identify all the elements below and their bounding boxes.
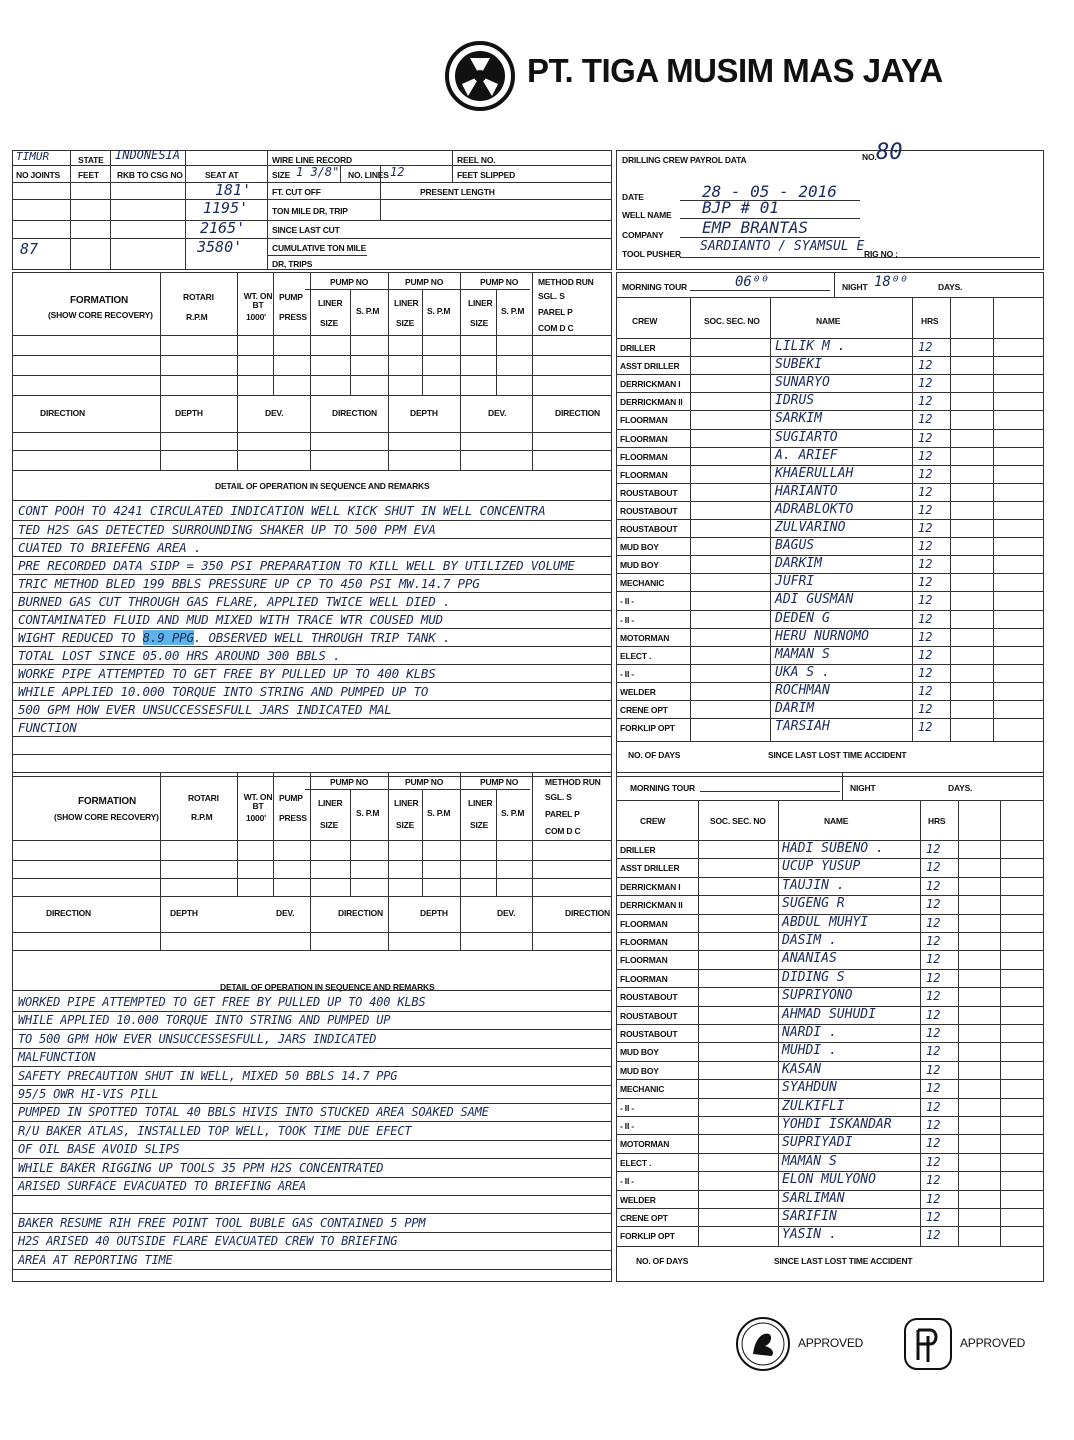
soc-label-1: SOC. SEC. NO [704,316,760,326]
spm-label-1b: S. P.M [427,306,451,316]
remark-1-6: BURNED GAS CUT THROUGH GAS FLARE, APPLIED TWICE WELL DIED . [18,594,451,609]
morning-tour-value-1: 06⁰⁰ [735,274,769,290]
direction-label-1a: DIRECTION [40,408,85,418]
crew-name: IDRUS [775,393,815,409]
crew-hrs: 12 [926,1191,941,1206]
crew-role: CRENE OPT [620,705,668,715]
crew-hrs: 12 [918,376,933,391]
state-label: STATE [78,155,104,165]
remark-2-6: 95/5 OWR HI-VIS PILL [18,1087,159,1101]
well-name-label: WELL NAME [622,210,672,220]
approval-stamp-1-icon [735,1316,791,1372]
dev-label-2a: DEV. [276,908,295,918]
since-last-label-1: SINCE LAST LOST TIME ACCIDENT [768,750,907,760]
size-label-2c: SIZE [470,820,489,830]
no-lines-value: 12 [390,165,405,179]
crew-name: ADI GUSMAN [775,592,854,608]
parel-label-1: PAREL P [538,307,573,317]
direction-label-2b: DIRECTION [338,908,383,918]
remark-1-8 [18,630,450,645]
rpm-label-2: R.P.M [191,812,213,822]
company-logo-icon [440,40,520,112]
seat-value-3: 2165' [200,219,246,237]
days-label-1: DAYS. [938,282,963,292]
sgl-label-2: SGL. S [545,792,572,802]
crew-hrs: 12 [918,448,933,463]
crew-name: ABDUL MUHYI [782,914,869,930]
press-label-1: PRESS [279,312,307,322]
joints-value: 87 [20,240,39,258]
crew-role: FLOORMAN [620,433,668,444]
remark-2-8: R/U BAKER ATLAS, INSTALLED TOP WELL, TOOK TIME DUE EFECT [18,1123,412,1138]
formation-label-1: FORMATION [70,295,129,306]
ton-mile-label: TON MILE DR, TRIP [272,206,348,216]
spm-label-1c: S. P.M [501,306,525,316]
crew-hrs: 12 [918,484,933,499]
crew-hrs: 12 [918,466,933,481]
size-label-1a: SIZE [320,318,339,328]
depth-label-2b: DEPTH [420,908,448,918]
crew-role: MOTORMAN [620,632,670,643]
crew-name: TAUJIN . [782,877,845,893]
rotari-label-2: ROTARI [188,793,219,803]
crew-name: SUNARYO [775,375,830,391]
feet-label: FEET [78,170,99,180]
name-label-1: NAME [816,316,841,326]
liner-label-1b: LINER [394,298,419,308]
state-value: INDONESIA [115,148,181,162]
liner-label-2c: LINER [468,798,493,808]
crew-hrs: 12 [918,358,933,373]
crew-role: - II - [620,596,634,607]
crew-name: ROCHMAN [775,682,830,698]
k1000-label-2: 1000' [246,813,266,823]
pump-no-label-1c: PUMP NO [480,277,519,287]
direction-label-1c: DIRECTION [555,408,600,418]
sgl-label-1: SGL. S [538,291,565,301]
crew-hrs: 12 [926,1081,941,1096]
crew-name: MAMAN S [782,1153,837,1169]
company-label: COMPANY [622,230,664,240]
remark-2-7: PUMPED IN SPOTTED TOTAL 40 BBLS HIVIS INTO STUCKED AREA SOAKED SAME [18,1105,489,1120]
crew-name: MAMAN S [775,646,830,662]
size-label-1b: SIZE [396,318,415,328]
detail-heading-2: DETAIL OF OPERATION IN SEQUENCE AND REMARKS [220,982,435,992]
rig-no-label-text: RIG NO : [864,249,898,259]
tool-pusher-value: SARDIANTO / SYAMSUL E [700,239,865,254]
cumulative-ton-mile-label: CUMULATIVE TON MILE [272,243,367,253]
crew-hrs: 12 [926,1118,941,1132]
crew-role: MUD BOY [620,1065,659,1076]
remark-2-5: SAFETY PRECAUTION SHUT IN WELL, MIXED 50 BBLS 14.7 PPG [18,1068,398,1083]
crew-name: BAGUS [775,538,815,554]
crew-role: MOTORMAN [620,1139,670,1150]
crew-role: MUD BOY [620,1047,659,1058]
remark-2-15: AREA AT REPORTING TIME [18,1252,173,1267]
crew-name: DEDEN G [775,610,830,626]
dr-trips-label: DR, TRIPS [272,259,313,269]
crew-hrs: 12 [918,683,933,698]
pump-label-2: PUMP [279,793,303,803]
crew-hrs: 12 [918,720,933,735]
remark-1-11: WHILE APPLIED 10.000 TORQUE INTO STRING AND PUMPED UP TO [18,684,429,699]
crew-role: ROUSTABOUT [620,487,678,498]
crew-name: A. ARIEF [775,447,838,463]
remark-1-2: TED H2S GAS DETECTED SURROUNDING SHAKER UP TO 500 PPM EVA [18,522,436,537]
crew-name: KHAERULLAH [775,465,854,481]
size-label-2a: SIZE [320,820,339,830]
crew-name: ZULKIFLI [782,1098,845,1114]
crew-role: FLOORMAN [620,918,668,929]
night-value-1: 18⁰⁰ [874,274,908,290]
crew-hrs: 12 [926,878,941,893]
crew-role: MUD BOY [620,560,659,571]
crew-name: KASAN [782,1061,822,1077]
since-last-label-2: SINCE LAST LOST TIME ACCIDENT [774,1256,913,1266]
spm-label-1a: S. P.M [356,306,380,316]
spm-label-2b: S. P.M [427,808,451,818]
crew-role: FLOORMAN [620,415,668,426]
name-label-2: NAME [824,816,849,826]
crew-name: DARKIM [775,556,822,572]
crew-label-1: CREW [632,316,658,326]
crew-hrs: 12 [918,557,933,572]
show-core-label-2: (SHOW CORE RECOVERY) [54,812,159,822]
remark-1-12: 500 GPM HOW EVER UNSUCCESSESFULL JARS INDICATED MAL [18,702,392,717]
liner-label-2a: LINER [318,798,343,808]
crew-role: DRILLER [620,845,656,855]
crew-hrs: 12 [918,394,933,409]
crew-role: MECHANIC [620,1084,665,1095]
crew-name: ELON MULYONO [782,1172,876,1188]
seat-value-1: 181' [215,181,252,199]
soc-label-2: SOC. SEC. NO [710,816,766,826]
depth-label-1a: DEPTH [175,408,203,418]
seat-at-label: SEAT AT [205,170,239,180]
size-label-1c: SIZE [470,318,489,328]
pump-no-label-1b: PUMP NO [405,277,444,287]
crew-role: - II - [620,1102,634,1113]
remark-2-1: WORKED PIPE ATTEMPTED TO GET FREE BY PULLED UP TO 400 KLBS [18,995,426,1009]
crew-role: FORKLIP OPT [620,1231,675,1242]
crew-role: ASST DRILLER [620,361,680,372]
crew-name: UKA S . [775,664,830,680]
crew-name: JUFRI [775,574,815,590]
direction-label-1b: DIRECTION [332,408,377,418]
crew-role: FORKLIP OPT [620,723,675,734]
crew-role: CRENE OPT [620,1213,668,1223]
pump-no-label-2a: PUMP NO [330,777,369,787]
method-run-label-2: METHOD RUN [545,777,601,787]
since-last-cut-label: SINCE LAST CUT [272,225,340,235]
depth-label-2a: DEPTH [170,908,198,918]
crew-hrs: 12 [926,1099,941,1114]
crew-role: ELECT . [620,1157,652,1168]
crew-name: HADI SUBENO . [782,841,884,856]
crew-name: ADRABLOKTO [775,501,854,517]
comdc-label-2: COM D C [545,826,581,836]
remark-2-11: ARISED SURFACE EVACUATED TO BRIEFING AREA [18,1179,307,1193]
crew-role: ROUSTABOUT [620,1010,678,1021]
size-label: SIZE [272,170,291,180]
crew-role: FLOORMAN [620,937,668,947]
crew-hrs: 12 [918,340,933,354]
crew-role: DERRICKMAN I [620,881,681,892]
reel-no-label: REEL NO. [457,155,496,165]
crew-hrs: 12 [918,593,933,608]
direction-label-2a: DIRECTION [46,908,91,918]
approval-stamp-2-icon [902,1316,954,1372]
remark-1-3: CUATED TO BRIEFENG AREA . [18,540,202,555]
crew-name: HERU NURNOMO [775,628,869,644]
dev-label-1b: DEV. [488,408,507,418]
company-name: PT. TIGA MUSIM MAS JAYA [527,52,943,89]
crew-hrs: 12 [918,502,933,517]
crew-hrs: 12 [926,970,941,985]
crew-role: ROUSTABOUT [620,992,678,1003]
crew-name: SARLIMAN [782,1190,845,1206]
days-label-2: DAYS. [948,783,973,793]
crew-role: FLOORMAN [620,469,668,480]
liner-label-1c: LINER [468,298,493,308]
remark-1-5: TRIC METHOD BLED 199 BBLS PRESSURE UP CP TO 450 PSI MW.14.7 PPG [18,576,480,591]
rkb-label: RKB TO CSG NO [117,170,183,180]
spm-label-2c: S. P.M [501,808,525,818]
method-run-label-1: METHOD RUN [538,277,594,287]
formation-label-2: FORMATION [78,796,137,807]
date-label: DATE [622,192,644,202]
hrs-label-1: HRS [921,316,939,326]
crew-name: SUPRIYONO [782,988,853,1004]
crew-role: WELDER [620,1194,656,1205]
seat-value-2: 1195' [203,199,249,217]
crew-name: SYAHDUN [782,1080,837,1096]
wt-on-bt-label-2: WT. ON BT [243,792,273,811]
remark-2-10: WHILE BAKER RIGGING UP TOOLS 35 PPM H2S CONCENTRATED [18,1160,384,1175]
remark-2-9: OF OIL BASE AVOID SLIPS [18,1142,180,1157]
crew-name: DASIM . [782,933,837,948]
feet-slipped-label: FEET SLIPPED [457,170,516,180]
crew-role: WELDER [620,686,656,697]
crew-role: ASST DRILLER [620,863,680,874]
crew-name: UCUP YUSUP [782,859,861,875]
crew-name: SARIFIN [782,1209,837,1224]
remark-2-13: BAKER RESUME RIH FREE POINT TOOL BUBLE GAS CONTAINED 5 PPM [18,1215,426,1230]
highlighted-mud-weight: 8.9 PPG [142,630,194,645]
crew-hrs: 12 [926,1062,941,1077]
crew-name: SUPRIYADI [782,1135,853,1151]
crew-name: HARIANTO [775,483,838,499]
crew-hrs: 12 [918,647,933,662]
show-core-label-1: (SHOW CORE RECOVERY) [48,310,153,320]
crew-name: YASIN . [782,1227,837,1243]
crew-hrs: 12 [926,860,941,875]
crew-role: ROUSTABOUT [620,1029,678,1039]
crew-name: SARKIM [775,411,822,427]
dev-label-2b: DEV. [497,908,516,918]
remark-1-13: FUNCTION [18,720,77,735]
crew-hrs: 12 [926,842,941,856]
night-label-1: NIGHT [842,282,868,292]
crew-role: DERRICKMAN II [620,397,683,408]
remark-2-4: MALFUNCTION [18,1050,96,1065]
crew-name: SUGIARTO [775,429,838,445]
press-label-2: PRESS [279,813,307,823]
remark-1-1: CONT POOH TO 4241 CIRCULATED INDICATION WELL KICK SHUT IN WELL CONCENTRA [18,503,546,518]
rotari-label-1: ROTARI [183,292,214,302]
tool-pusher-label: TOOL PUSHER [622,249,681,259]
crew-hrs: 12 [926,989,941,1004]
crew-role: ROUSTABOUT [620,524,678,534]
remark-1-10: WORKE PIPE ATTEMPTED TO GET FREE BY PULLED UP TO 400 KLBS [18,666,436,681]
night-label-2: NIGHT [850,783,876,793]
direction-label-2c: DIRECTION [565,908,610,918]
crew-name: NARDI . [782,1025,837,1040]
crew-name: SUGENG R [782,896,845,912]
crew-name: LILIK M . [775,339,846,354]
crew-role: MUD BOY [620,542,659,553]
crew-hrs: 12 [918,521,933,535]
crew-hrs: 12 [918,412,933,427]
date-value: 28 - 05 - 2016 [702,182,837,201]
rpm-label-1: R.P.M [186,312,208,322]
no-of-days-label-2: NO. OF DAYS [636,1256,689,1266]
crew-hrs: 12 [926,915,941,930]
dev-label-1a: DEV. [265,408,284,418]
approval-label-2: APPROVED [960,1336,1026,1350]
size-value: 1 3/8" [296,165,340,179]
liner-label-1a: LINER [318,298,343,308]
crew-hrs: 12 [926,1136,941,1151]
morning-tour-label-1: MORNING TOUR [622,282,687,292]
crew-role: DRILLER [620,343,656,353]
well-name-value: BJP # 01 [702,198,780,217]
liner-label-2b: LINER [394,798,419,808]
crew-role: - II - [620,614,634,625]
pump-no-label-2c: PUMP NO [480,777,519,787]
crew-hrs: 12 [926,1007,941,1022]
crew-hrs: 12 [926,1026,941,1040]
crew-hrs: 12 [926,897,941,912]
remark-2-14: H2S ARISED 40 OUTSIDE FLARE EVACUATED CREW TO BRIEFING [18,1234,398,1249]
parel-label-2: PAREL P [545,809,580,819]
ft-cut-off-label: FT. CUT OFF [272,187,321,197]
payrol-no-label: NO. [862,152,877,162]
comdc-label-1: COM D C [538,323,574,333]
crew-role: MECHANIC [620,578,665,589]
crew-role: FLOORMAN [620,955,668,966]
pump-label-1: PUMP [279,292,303,302]
crew-role: ROUSTABOUT [620,505,678,516]
crew-name: YOHDI ISKANDAR [782,1117,892,1132]
crew-hrs: 12 [926,1228,941,1243]
no-joints-label: NO JOINTS [16,170,61,180]
crew-hrs: 12 [918,611,933,626]
crew-hrs: 12 [918,702,933,716]
morning-tour-label-2: MORNING TOUR [630,783,695,793]
crew-hrs: 12 [918,665,933,680]
hrs-label-2: HRS [928,816,946,826]
crew-role: - II - [620,1121,634,1131]
crew-role: FLOORMAN [620,973,668,984]
crew-hrs: 12 [926,952,941,967]
state-row-prefix: TIMUR [16,150,50,163]
remark-1-8-a: WIGHT REDUCED TO [18,630,143,645]
crew-name: ZULVARINO [775,520,846,535]
crew-role: - II - [620,668,634,679]
crew-name: DARIM [775,701,815,716]
crew-name: ANANIAS [782,951,837,967]
crew-hrs: 12 [926,934,941,948]
crew-name: AHMAD SUHUDI [782,1006,876,1022]
crew-role: DERRICKMAN I [620,379,681,390]
no-of-days-label-1: NO. OF DAYS [628,750,681,760]
crew-name: SUBEKI [775,357,822,373]
size-label-2b: SIZE [396,820,415,830]
remark-1-9: TOTAL LOST SINCE 05.00 HRS AROUND 300 BBLS . [18,648,341,663]
payrol-title: DRILLING CREW PAYROL DATA [622,155,747,165]
remark-2-3: TO 500 GPM HOW EVER UNSUCCESSESFULL, JARS INDICATED [18,1031,377,1046]
crew-name: MUHDI . [782,1043,837,1059]
wire-line-record-label: WIRE LINE RECORD [272,155,352,165]
pump-no-label-1a: PUMP NO [330,277,369,287]
crew-hrs: 12 [926,1154,941,1169]
crew-hrs: 12 [918,539,933,554]
remark-1-4: PRE RECORDED DATA SIDP = 350 PSI PREPARATION TO KILL WELL BY UTILIZED VOLUME [18,558,575,573]
pump-no-label-2b: PUMP NO [405,777,444,787]
remark-1-7: CONTAMINATED FLUID AND MUD MIXED WITH TRACE WTR COUSED MUD [18,612,443,627]
remark-2-2: WHILE APPLIED 10.000 TORQUE INTO STRING AND PUMPED UP [18,1013,391,1028]
crew-name: DIDING S [782,969,845,985]
company-value: EMP BRANTAS [702,218,808,237]
spm-label-2a: S. P.M [356,808,380,818]
crew-role: - II - [620,1176,634,1187]
crew-hrs: 12 [918,575,933,590]
seat-value-4: 3580' [197,238,243,256]
crew-label-2: CREW [640,816,666,826]
crew-hrs: 12 [926,1044,941,1059]
crew-name: TARSIAH [775,719,830,735]
depth-label-1b: DEPTH [410,408,438,418]
crew-role: FLOORMAN [620,451,668,462]
payrol-no-value: 80 [876,140,903,165]
wt-on-bt-label-1: WT. ON BT [243,291,273,310]
crew-role: ELECT . [620,650,652,661]
crew-hrs: 12 [926,1173,941,1188]
present-length-label: PRESENT LENGTH [420,187,495,197]
remark-1-8-b: . OBSERVED WELL THROUGH TRIP TANK . [193,630,451,645]
approval-label-1: APPROVED [798,1336,864,1350]
crew-hrs: 12 [926,1210,941,1224]
crew-hrs: 12 [918,430,933,445]
k1000-label-1: 1000' [246,312,266,322]
no-lines-label: NO. LINES [348,170,389,180]
crew-role: DERRICKMAN II [620,900,683,911]
detail-heading-1: DETAIL OF OPERATION IN SEQUENCE AND REMARKS [215,481,430,491]
crew-hrs: 12 [918,629,933,644]
